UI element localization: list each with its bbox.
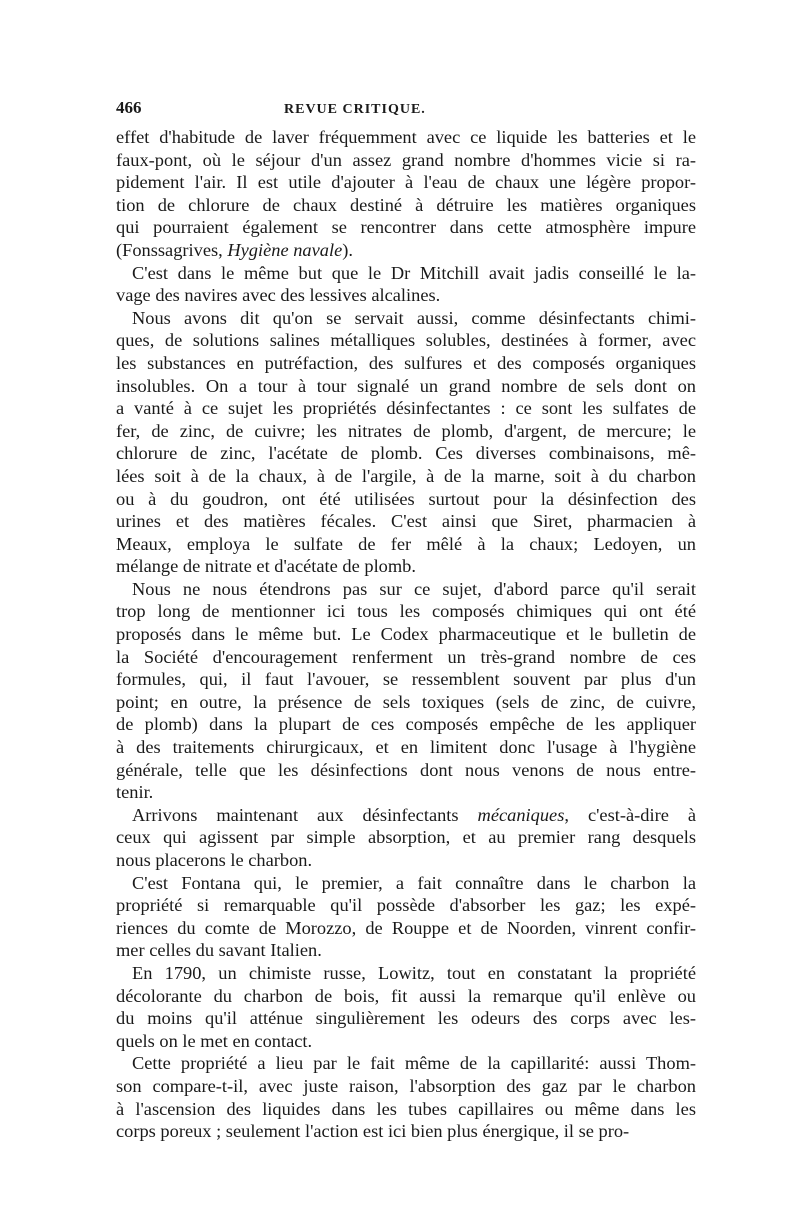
paragraph bbox=[116, 307, 696, 578]
text-line: ques, de solutions salines métalliques solubles, destinées à former, avec bbox=[116, 330, 696, 351]
text-line: (Fonssagrives, Hygiène navale). bbox=[116, 239, 353, 260]
text-line: chlorure de zinc, l'acétate de plomb. Ces diverses combinaisons, mê- bbox=[116, 443, 696, 464]
paragraph bbox=[116, 578, 696, 804]
text-line: Nous ne nous étendrons pas sur ce sujet, d'abord parce qu'il serait bbox=[132, 578, 696, 599]
text-line: qui pourraient également se rencontrer dans cette atmosphère impure bbox=[116, 217, 696, 238]
text-line: pidement l'air. Il est utile d'ajouter à l'eau de chaux une légère propor- bbox=[116, 172, 696, 193]
text-line: faux-pont, où le séjour d'un assez grand nombre d'hommes vicie si ra- bbox=[116, 149, 696, 170]
text-line: son compare-t-il, avec juste raison, l'absorption des gaz par le charbon bbox=[116, 1075, 696, 1096]
paragraph bbox=[116, 262, 696, 307]
text-line: décolorante du charbon de bois, fit aussi la remarque qu'il enlève ou bbox=[116, 985, 696, 1006]
text-line: de plomb) dans la plupart de ces composés empêche de les appliquer bbox=[116, 714, 696, 735]
paragraph bbox=[116, 804, 696, 872]
running-head: REVUE CRITIQUE. bbox=[284, 102, 426, 117]
paragraph bbox=[116, 126, 696, 262]
text-line: Arrivons maintenant aux désinfectants mécaniques, c'est-à-dire à bbox=[132, 804, 696, 825]
text-line: effet d'habitude de laver fréquemment avec ce liquide les batteries et le bbox=[116, 127, 696, 147]
text-line: insolubles. On a tour à tour signalé un grand nombre de sels dont on bbox=[116, 375, 696, 396]
text-line: tion de chlorure de chaux destiné à détruire les matières organiques bbox=[116, 194, 696, 215]
text-line: urines et des matières fécales. C'est ainsi que Siret, pharmacien à bbox=[116, 511, 696, 532]
text-line: du moins qu'il atténue singulièrement les odeurs des corps avec les- bbox=[116, 1008, 696, 1029]
text-line: vage des navires avec des lessives alcalines. bbox=[116, 285, 441, 306]
text-line: a vanté à ce sujet les propriétés désinfectantes : ce sont les sulfates de bbox=[116, 398, 696, 419]
text-line: Meaux, employa le sulfate de fer mêlé à la chaux; Ledoyen, un bbox=[116, 533, 696, 554]
text-line: lées soit à de la chaux, à de l'argile, à de la marne, soit à du charbon bbox=[116, 465, 696, 486]
text-line: fer, de zinc, de cuivre; les nitrates de plomb, d'argent, de mercure; le bbox=[116, 420, 696, 441]
text-line: C'est Fontana qui, le premier, a fait connaître dans le charbon la bbox=[132, 872, 696, 893]
text-line: mélange de nitrate et d'acétate de plomb. bbox=[116, 556, 416, 577]
page-number: 466 bbox=[116, 98, 142, 117]
paragraph bbox=[116, 872, 696, 962]
text-line: générale, telle que les désinfections dont nous venons de nous entre- bbox=[116, 759, 696, 780]
text-line: point; en outre, la présence de sels toxiques (sels de zinc, de cuivre, bbox=[116, 691, 696, 712]
text-line: nous placerons le charbon. bbox=[116, 850, 313, 870]
text-line: les substances en putréfaction, des sulfures et des composés organiques bbox=[116, 352, 696, 373]
text-line: la Société d'encouragement renferment un très-grand nombre de ces bbox=[116, 646, 696, 667]
text-line: Nous avons dit qu'on se servait aussi, comme désinfectants chimi- bbox=[132, 307, 696, 328]
text-line: En 1790, un chimiste russe, Lowitz, tout en constatant la propriété bbox=[132, 962, 696, 983]
text-line: mer celles du savant Italien. bbox=[116, 940, 322, 961]
page-header bbox=[116, 98, 696, 126]
text-line: proposés dans le même but. Le Codex pharmaceutique et le bulletin de bbox=[116, 624, 696, 645]
text-line: formules, qui, il faut l'avouer, se ressemblent souvent par plus d'un bbox=[116, 669, 696, 690]
text-line: Cette propriété a lieu par le fait même de la capillarité: aussi Thom- bbox=[132, 1053, 696, 1074]
text-line: C'est dans le même but que le Dr Mitchill avait jadis conseillé le la- bbox=[132, 262, 696, 283]
document-body bbox=[116, 126, 696, 1143]
paragraph bbox=[116, 1052, 696, 1142]
text-line: tenir. bbox=[116, 782, 154, 803]
paragraph bbox=[116, 962, 696, 1052]
text-line: corps poreux ; seulement l'action est ici bien plus énergique, il se pro- bbox=[116, 1121, 630, 1142]
text-line: riences du comte de Morozzo, de Rouppe et de Noorden, vinrent confir- bbox=[116, 917, 696, 938]
text-line: propriété si remarquable qu'il possède d'absorber les gaz; les expé- bbox=[116, 895, 696, 916]
text-line: ceux qui agissent par simple absorption, et au premier rang desquels bbox=[116, 827, 696, 848]
text-line: à l'ascension des liquides dans les tubes capillaires ou même dans les bbox=[116, 1098, 696, 1119]
text-line: à des traitements chirurgicaux, et en limitent donc l'usage à l'hygiène bbox=[116, 737, 696, 758]
text-line: quels on le met en contact. bbox=[116, 1030, 313, 1051]
text-line: trop long de mentionner ici tous les composés chimiques qui ont été bbox=[116, 601, 696, 622]
text-line: ou à du goudron, ont été utilisées surtout pour la désinfection des bbox=[116, 488, 696, 509]
